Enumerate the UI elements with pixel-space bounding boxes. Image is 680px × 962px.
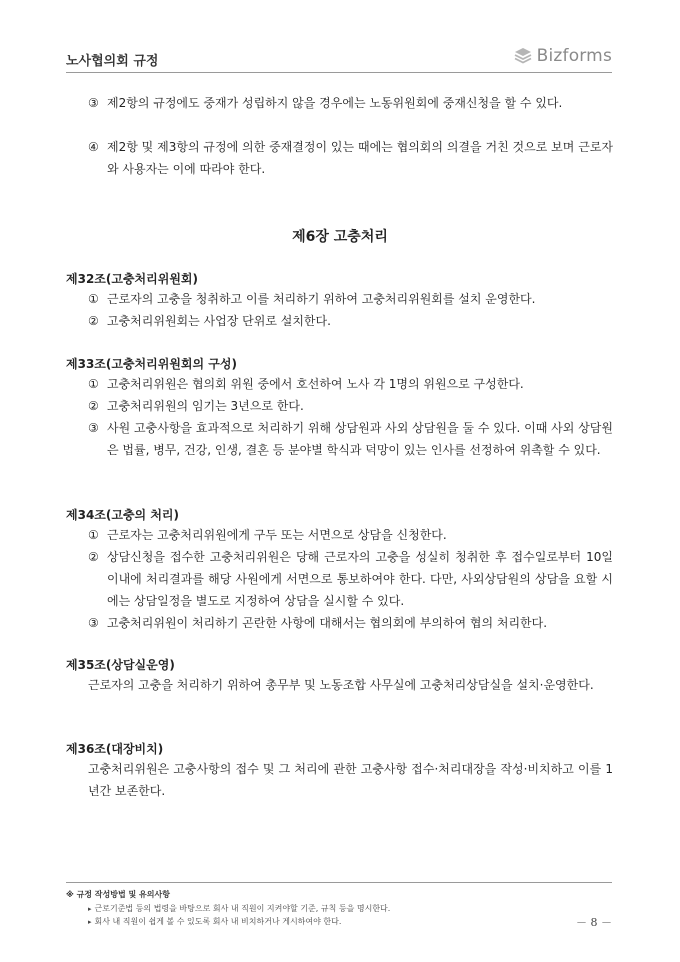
item-number: ④ [88,140,99,154]
list-item [88,373,613,395]
item-number: ③ [88,616,99,630]
item-number: ② [88,550,99,564]
brand-name: Bizforms [536,46,612,66]
item-text: 근로자는 고충처리위원에게 구두 또는 서면으로 상담을 신청한다. [107,528,447,542]
item-text: 근로자의 고충을 청취하고 이를 처리하기 위하여 고충처리위원회를 설치 운영한다. [107,292,536,306]
list-item [88,288,613,310]
footnote-line [88,903,390,914]
item-number: ② [88,314,99,328]
item-text: 고충처리위원회는 사업장 단위로 설치한다. [107,314,331,328]
article-title: 제36조(대장비치) [66,742,164,756]
article-title: 제32조(고충처리위원회) [66,272,198,286]
item-text: 고충처리위원이 처리하기 곤란한 사항에 대해서는 협의회에 부의하여 협의 처리한다. [107,616,548,630]
list-item [88,524,613,546]
page-header [66,42,612,73]
item-number: ③ [88,96,99,110]
list-item [88,417,613,461]
chapter-title: 제6장 고충처리 [292,229,388,245]
footnote-divider [66,882,612,883]
article-body: 고충처리위원은 고충사항의 접수 및 그 처리에 관한 고충사항 접수·처리대장을 작성·비치하고 이를 1년간 보존한다. [88,762,613,798]
footnote-title: ※ 규정 작성방법 및 유의사항 [66,890,170,899]
item-text: 제2항 및 제3항의 규정에 의한 중재결정이 있는 때에는 협의회의 의결을 거친 것으로 보며 근로자와 사용자는 이에 따라야 한다. [107,140,613,176]
document-title: 노사협의회 규정 [66,54,159,69]
article-title: 제35조(상담실운영) [66,658,175,672]
stacked-layers-icon [513,46,533,66]
triangle-bullet-icon: ▸ [88,905,92,913]
list-item [88,310,613,332]
article-body: 근로자의 고충을 처리하기 위하여 총무부 및 노동조합 사무실에 고충처리상담실을 설치·운영한다. [88,678,594,692]
item-number: ② [88,399,99,413]
item-number: ③ [88,421,99,435]
article-title: 제34조(고충의 처리) [66,508,179,522]
item-number: ① [88,292,99,306]
footnote-line [88,916,341,927]
item-text: 고충처리위원의 임기는 3년으로 한다. [107,399,304,413]
brand [513,46,612,66]
list-item [88,395,613,417]
footnote-text: 근로기준법 등의 법령을 바탕으로 회사 내 직원이 지켜야할 기준, 규칙 등을 명시한다. [94,904,391,913]
item-text: 상담신청을 접수한 고충처리위원은 당해 근로자의 고충을 성실히 청취한 후 접수일로부터 10일 이내에 처리결과를 해당 사원에게 서면으로 통보하여야 한다. 다만, 사외상담원의 상담을 요할 시에는 상담일정을 별도로 지정하여 상담을 실시할 수 있다. [107,550,613,608]
list-item [88,136,613,180]
item-number: ① [88,377,99,391]
item-number: ① [88,528,99,542]
footnote-text: 회사 내 직원이 쉽게 볼 수 있도록 회사 내 비치하거나 게시하여야 한다. [94,917,342,926]
list-item [88,92,613,114]
item-text: 제2항의 규정에도 중재가 성립하지 않을 경우에는 노동위원회에 중재신청을 할 수 있다. [107,96,563,110]
item-text: 고충처리위원은 협의회 위원 중에서 호선하여 노사 각 1명의 위원으로 구성한다. [107,377,524,391]
triangle-bullet-icon: ▸ [88,918,92,926]
list-item [88,546,613,612]
page-number: － 8 － [576,916,612,929]
article-title: 제33조(고충처리위원회의 구성) [66,357,237,371]
item-text: 사원 고충사항을 효과적으로 처리하기 위해 상담원과 사외 상담원을 둘 수 있다. 이때 사외 상담원은 법률, 병무, 건강, 인생, 결혼 등 분야별 학식과 덕망이 있는 인사를 선정하여 위촉할 수 있다. [107,421,613,457]
list-item [88,612,613,634]
